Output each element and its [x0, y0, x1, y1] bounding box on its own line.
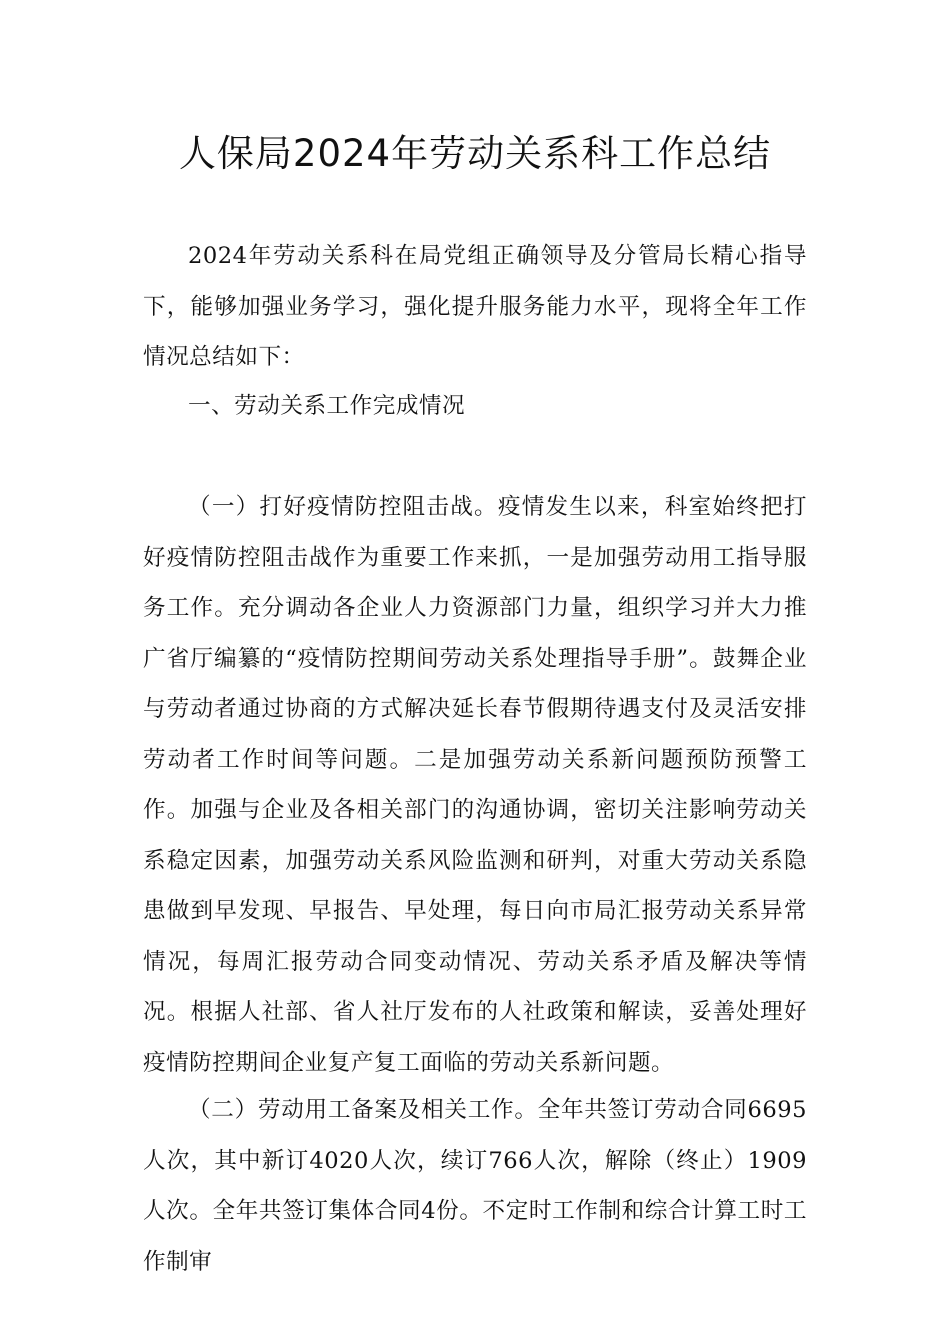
section-heading: 一、劳动关系工作完成情况 — [188, 393, 466, 419]
document-title: 人保局2024年劳动关系科工作总结 — [178, 132, 772, 175]
section-paragraph-epidemic: （一）打好疫情防控阻击战。疫情发生以来，科室始终把打好疫情防控阻击战作为重要工作来抓，一是加强劳动用工指导服务工作。充分调动各企业人力资源部门力量，组织学习并大力推广省厅编纂的“疫情防控期间劳动关系处理指导手册”。鼓舞企业与劳动者通过协商的方式解决延长春节假期待遇支付及灵活安排劳动者工作时间等问题。二是加强劳动关系新问题预防预警工作。加强与企业及各相关部门的沟通协调，密切关注影响劳动关系稳定因素，加强劳动关系风险监测和研判，对重大劳动关系隐患做到早发现、早报告、早处理，每日向市局汇报劳动关系异常情况，每周汇报劳动合同变动情况、劳动关系矛盾及解决等情况。根据人社部、省人社厅发布的人社政策和解读，妥善处理好疫情防控期间企业复产复工面临的劳动关系新问题。 — [143, 494, 807, 1076]
section-paragraph-filing: （二）劳动用工备案及相关工作。全年共签订劳动合同6695人次，其中新订4020人次，续订766人次，解除（终止）1909人次。全年共签订集体合同4份。不定时工作制和综合计算工时工作制审 — [143, 1097, 807, 1275]
intro-paragraph: 2024年劳动关系科在局党组正确领导及分管局长精心指导下，能够加强业务学习，强化提升服务能力水平，现将全年工作情况总结如下： — [143, 243, 807, 370]
